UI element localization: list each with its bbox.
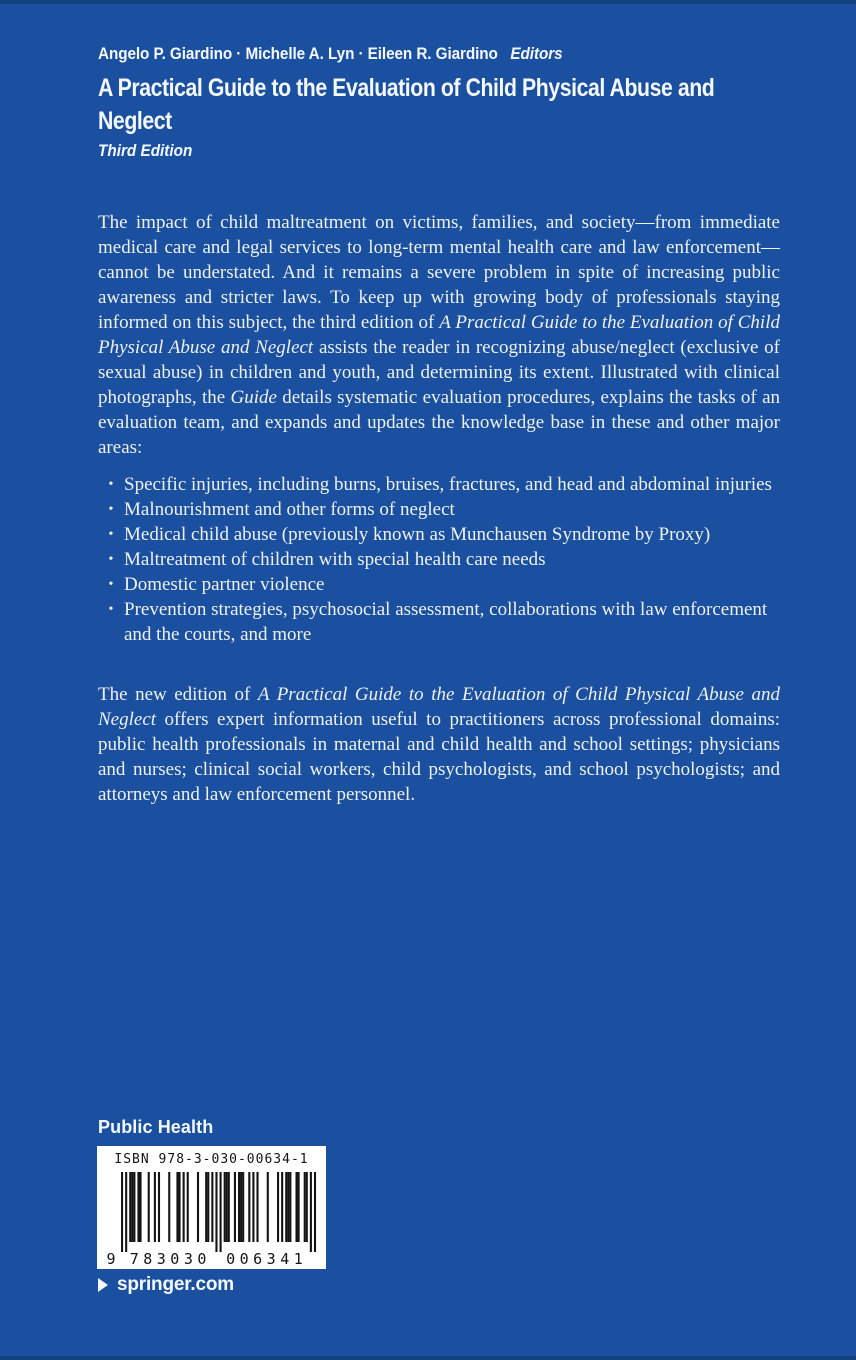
subject-category-label: Public Health <box>98 1117 214 1137</box>
book-title-line-2: Neglect <box>98 107 172 135</box>
bullet-item-text: Prevention strategies, psychosocial assessment, collaborations with law enforcement and the courts, and more <box>124 599 768 645</box>
list-item <box>98 572 780 597</box>
bullet-icon: • <box>108 552 114 567</box>
bullet-icon: • <box>108 577 114 592</box>
svg-text:006341: 006341 <box>226 1250 308 1266</box>
bottom-edge-strip <box>0 1356 856 1360</box>
bullet-item-text: Medical child abuse (previously known as Munchausen Syndrome by Proxy) <box>124 524 711 545</box>
list-item <box>98 472 780 497</box>
bullet-icon: • <box>108 502 114 517</box>
list-item <box>98 522 780 547</box>
springer-arrow-icon <box>98 1278 108 1292</box>
top-edge-strip <box>0 0 856 4</box>
bullet-icon: • <box>108 527 114 542</box>
bullet-item-text: Malnourishment and other forms of neglect <box>124 499 455 520</box>
isbn-number-label: ISBN 978-3-030-00634-1 <box>114 1152 309 1167</box>
book-title <box>98 72 856 138</box>
ean13-barcode <box>105 1172 318 1266</box>
bullet-icon: • <box>108 477 114 492</box>
editor-names: Angelo P. Giardino · Michelle A. Lyn · Eileen R. Giardino <box>98 44 498 63</box>
publisher-website-label: springer.com <box>117 1274 234 1295</box>
isbn-barcode-panel <box>97 1146 326 1269</box>
list-item <box>98 547 780 572</box>
list-item <box>98 497 780 522</box>
svg-text:9: 9 <box>106 1250 116 1266</box>
svg-text:783030: 783030 <box>129 1250 211 1266</box>
edition-label: Third Edition <box>98 141 193 160</box>
bullet-item-text: Domestic partner violence <box>124 574 325 595</box>
publisher-website-line <box>98 1274 234 1296</box>
description-paragraph-2: The new edition of A Practical Guide to the Evaluation of Child Physical Abuse and Neglect offers expert information useful to practitioners across professional domains: public health professionals in maternal and child health and school settings; physicians and nurses; clinical social workers, child psychologists, and school psychologists; and attorneys and law enforcement personnel. <box>98 684 780 805</box>
editors-role-label: Editors <box>510 44 563 63</box>
description-paragraph-1: The impact of child maltreatment on victims, families, and society—from immediate medical care and legal services to long-term mental health care and law enforcement—cannot be understated. And it remains a severe problem in spite of increasing public awareness and stricter laws. To keep up with growing body of professionals staying informed on this subject, the third edition of A Practical Guide to the Evaluation of Child Physical Abuse and Neglect assists the reader in recognizing abuse/neglect (exclusive of sexual abuse) in children and youth, and determining its extent. Illustrated with clinical photographs, the Guide details systematic evaluation procedures, explains the tasks of an evaluation team, and expands and updates the knowledge base in these and other major areas: <box>98 212 780 458</box>
bullet-icon: • <box>108 602 114 617</box>
book-title-line-1: A Practical Guide to the Evaluation of Child Physical Abuse and <box>98 74 715 102</box>
list-item <box>98 597 780 647</box>
topics-bullet-list <box>98 472 780 647</box>
editors-line <box>98 44 563 64</box>
bullet-item-text: Maltreatment of children with special health care needs <box>124 549 546 570</box>
bullet-item-text: Specific injuries, including burns, bruises, fractures, and head and abdominal injuries <box>124 474 772 495</box>
